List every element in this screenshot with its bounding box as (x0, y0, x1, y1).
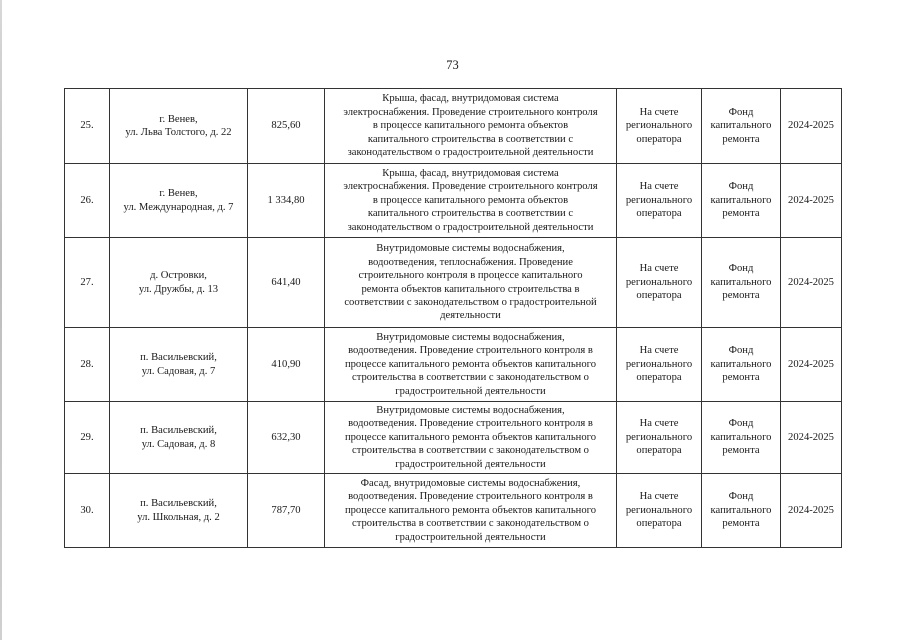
table-row (65, 164, 842, 238)
fund-cell-line: ремонта (722, 445, 760, 457)
fund-cell-line: ремонта (722, 290, 760, 302)
works-cell-line: в процессе капитального ремонта объектов (372, 194, 569, 206)
address-cell-line: ул. Школьная, д. 2 (137, 511, 220, 523)
address-cell (110, 474, 248, 548)
fund-cell (702, 89, 781, 164)
row-number: 25. (65, 89, 110, 164)
period-cell: 2024-2025 (781, 328, 842, 402)
fund-cell-line: капитального (710, 194, 772, 206)
row-number: 26. (65, 164, 110, 238)
works-cell (325, 89, 617, 164)
works-cell-line: строительного контроля в процессе капитального (358, 270, 583, 282)
fund-cell-line: капитального (710, 358, 772, 370)
fund-cell (702, 402, 781, 474)
works-cell-line: соответствии с законодательством о градостроительной (344, 296, 597, 308)
works-cell-line: водоотведения, теплоснабжения. Проведение (368, 256, 573, 268)
period-cell: 2024-2025 (781, 402, 842, 474)
works-cell-line: электроснабжения. Проведение строительного контроля (343, 181, 598, 193)
address-cell-line: п. Васильевский, (140, 425, 217, 437)
account-cell-line: На счете (639, 345, 679, 357)
row-number: 27. (65, 238, 110, 328)
works-cell-line: ремонта объектов капитального строительства в (361, 283, 580, 295)
account-cell-line: На счете (639, 106, 679, 118)
period-cell: 2024-2025 (781, 474, 842, 548)
works-cell-line: водоотведения. Проведение строительного контроля в (348, 418, 593, 430)
account-cell (617, 474, 702, 548)
works-cell-line: строительства в соответствии с законодательством о (352, 372, 589, 384)
works-cell-line: процессе капитального ремонта объектов капитального (344, 431, 597, 443)
works-cell-line: законодательством о градостроительной деятельности (347, 147, 594, 159)
works-cell-line: законодательством о градостроительной деятельности (347, 221, 594, 233)
works-cell-line: капитального строительства в соответствии с (367, 133, 574, 145)
address-cell (110, 89, 248, 164)
address-cell-line: п. Васильевский, (140, 498, 217, 510)
area-cell: 787,70 (248, 474, 325, 548)
fund-cell (702, 164, 781, 238)
table-row (65, 89, 842, 164)
account-cell (617, 238, 702, 328)
area-cell: 1 334,80 (248, 164, 325, 238)
account-cell-line: оператора (636, 133, 682, 145)
works-cell-line: водоотведения. Проведение строительного контроля в (348, 345, 593, 357)
address-cell (110, 238, 248, 328)
address-cell-line: ул. Дружбы, д. 13 (138, 283, 219, 295)
fund-cell-line: ремонта (722, 208, 760, 220)
account-cell (617, 402, 702, 474)
account-cell-line: оператора (636, 290, 682, 302)
works-cell-line: градостроительной деятельности (395, 531, 546, 543)
works-cell-line: градостроительной деятельности (395, 458, 546, 470)
table-row (65, 474, 842, 548)
page-number: 73 (446, 58, 459, 72)
works-cell (325, 238, 617, 328)
account-cell-line: регионального (625, 276, 693, 288)
works-cell (325, 164, 617, 238)
table-row (65, 238, 842, 328)
fund-cell (702, 474, 781, 548)
account-cell-line: На счете (639, 181, 679, 193)
area-cell: 825,60 (248, 89, 325, 164)
address-cell-line: г. Венев, (159, 113, 198, 125)
works-cell-line: процессе капитального ремонта объектов капитального (344, 504, 597, 516)
address-cell (110, 164, 248, 238)
fund-cell-line: Фонд (728, 491, 754, 503)
address-cell-line: г. Венев, (159, 188, 198, 200)
table-body (65, 89, 842, 548)
scan-edge (0, 0, 2, 640)
works-cell-line: деятельности (440, 310, 501, 322)
works-cell-line: Внутридомовые системы водоснабжения, (376, 331, 565, 343)
address-cell (110, 402, 248, 474)
account-cell-line: регионального (625, 358, 693, 370)
fund-cell-line: Фонд (728, 418, 754, 430)
works-cell-line: градостроительной деятельности (395, 385, 546, 397)
works-cell-line: Внутридомовые системы водоснабжения, (376, 404, 565, 416)
fund-cell-line: ремонта (722, 518, 760, 530)
works-cell (325, 474, 617, 548)
address-cell-line: п. Васильевский, (140, 352, 217, 364)
address-cell-line: ул. Садовая, д. 7 (141, 365, 216, 377)
account-cell-line: регионального (625, 504, 693, 516)
fund-cell-line: ремонта (722, 372, 760, 384)
area-cell: 632,30 (248, 402, 325, 474)
account-cell-line: оператора (636, 372, 682, 384)
works-cell-line: Фасад, внутридомовые системы водоснабжения, (360, 477, 581, 489)
works-cell-line: строительства в соответствии с законодательством о (352, 518, 589, 530)
account-cell-line: оператора (636, 445, 682, 457)
row-number: 30. (65, 474, 110, 548)
works-cell-line: Внутридомовые системы водоснабжения, (376, 243, 565, 255)
fund-cell (702, 238, 781, 328)
address-cell-line: ул. Льва Толстого, д. 22 (125, 127, 232, 138)
period-cell: 2024-2025 (781, 238, 842, 328)
fund-cell-line: ремонта (722, 133, 760, 145)
fund-cell-line: Фонд (728, 345, 754, 357)
account-cell (617, 164, 702, 238)
account-cell-line: На счете (639, 491, 679, 503)
account-cell (617, 89, 702, 164)
row-number: 29. (65, 402, 110, 474)
fund-cell-line: Фонд (728, 181, 754, 193)
account-cell-line: регионального (625, 120, 693, 132)
account-cell-line: На счете (639, 263, 679, 275)
works-cell-line: водоотведения. Проведение строительного контроля в (348, 491, 593, 503)
repair-works-table (64, 88, 842, 548)
table-row (65, 328, 842, 402)
fund-cell-line: Фонд (728, 263, 754, 275)
fund-cell-line: капитального (710, 504, 772, 516)
address-cell (110, 328, 248, 402)
period-cell: 2024-2025 (781, 89, 842, 164)
works-cell (325, 402, 617, 474)
account-cell-line: оператора (636, 518, 682, 530)
row-number: 28. (65, 328, 110, 402)
account-cell (617, 328, 702, 402)
works-cell-line: процессе капитального ремонта объектов капитального (344, 358, 597, 370)
account-cell-line: регионального (625, 194, 693, 206)
fund-cell (702, 328, 781, 402)
account-cell-line: оператора (636, 208, 682, 220)
works-cell-line: капитального строительства в соответствии с (367, 208, 574, 220)
works-cell (325, 328, 617, 402)
fund-cell-line: капитального (710, 276, 772, 288)
period-cell: 2024-2025 (781, 164, 842, 238)
fund-cell-line: капитального (710, 120, 772, 132)
works-cell-line: Крыша, фасад, внутридомовая система (382, 167, 559, 179)
area-cell: 410,90 (248, 328, 325, 402)
fund-cell-line: Фонд (728, 106, 754, 118)
fund-cell-line: капитального (710, 431, 772, 443)
works-cell-line: в процессе капитального ремонта объектов (372, 120, 569, 132)
address-cell-line: д. Островки, (150, 270, 207, 282)
works-cell-line: Крыша, фасад, внутридомовая система (382, 93, 559, 105)
area-cell: 641,40 (248, 238, 325, 328)
address-cell-line: ул. Садовая, д. 8 (141, 438, 216, 450)
account-cell-line: На счете (639, 418, 679, 430)
address-cell-line: ул. Международная, д. 7 (123, 201, 234, 213)
works-cell-line: электроснабжения. Проведение строительного контроля (343, 106, 598, 118)
works-cell-line: строительства в соответствии с законодательством о (352, 445, 589, 457)
account-cell-line: регионального (625, 431, 693, 443)
table-row (65, 402, 842, 474)
